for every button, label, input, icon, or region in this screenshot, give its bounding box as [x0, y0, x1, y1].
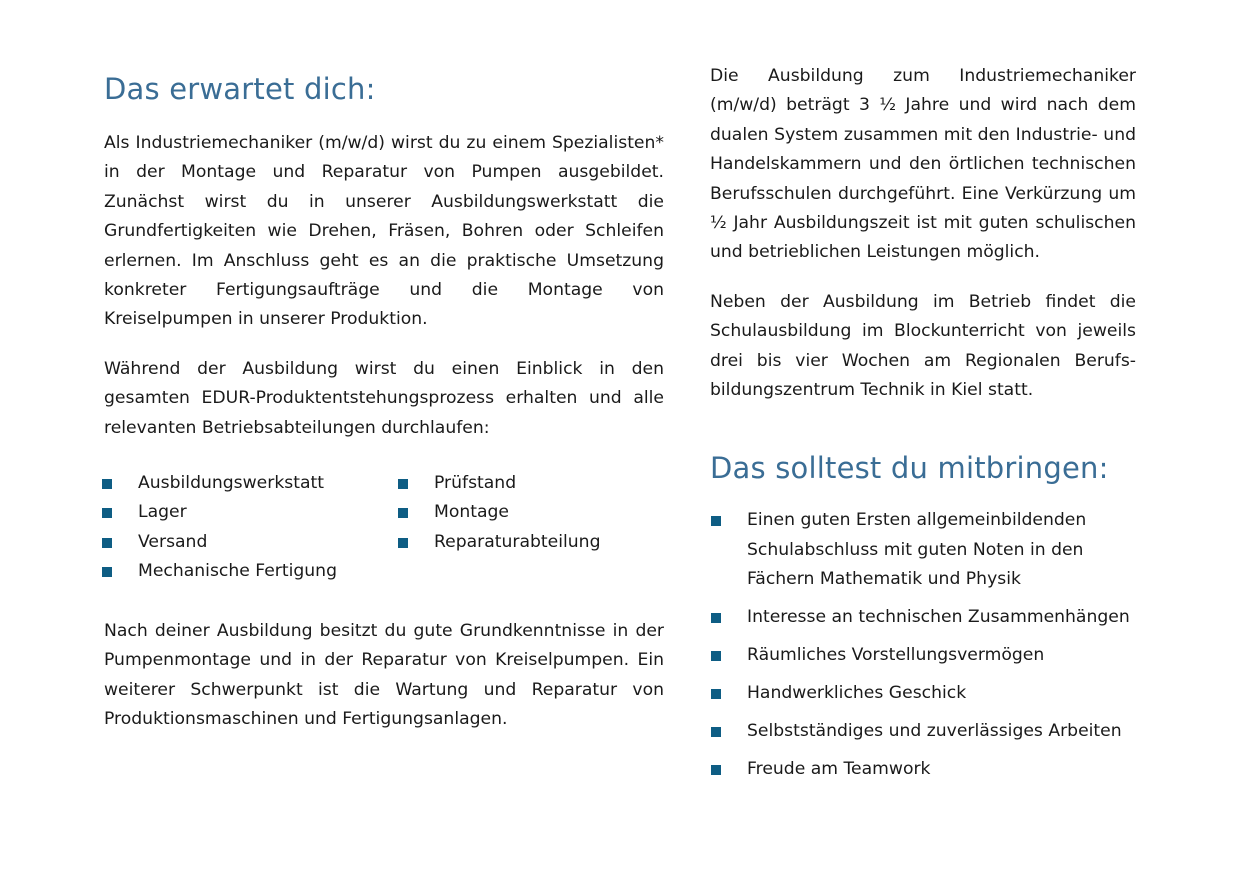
school-paragraph: Neben der Ausbildung im Betrieb findet die Schulausbildung im Blockunterricht von jeweils drei bis vier Wochen am Regionalen Berufsbildungszentrum Technik in Kiel statt. — [710, 291, 1136, 401]
square-bullet-icon — [398, 538, 408, 548]
list-item-label: Lager — [138, 502, 187, 523]
departments-list-col1 — [104, 469, 400, 587]
list-item-label: Freude am Teamwork — [747, 759, 931, 780]
list-item — [710, 717, 1136, 746]
list-item — [710, 641, 1136, 670]
after-training-paragraph: Nach deiner Ausbildung besitzt du gute Grundkenntnisse in der Pumpenmontage und in der Reparatur von Kreiselpumpen. Ein weiterer Schwerpunkt ist die Wartung und Reparatur von Produktionsmaschinen und Fertigungsanlagen. — [104, 620, 664, 729]
square-bullet-icon — [102, 508, 112, 518]
list-item-label: Handwerkliches Geschick — [747, 683, 967, 704]
list-item — [400, 528, 664, 557]
departments-list-col2 — [400, 469, 664, 587]
square-bullet-icon — [711, 651, 721, 661]
duration-paragraph: Die Ausbildung zum Industriemechaniker (m/w/d) beträgt 3 ½ Jahre und wird nach dem dualen System zusammen mit den Industrie- und Handelskammern und den örtlichen technischen Berufsschulen durchgeführt. Eine Verkürzung um ½ Jahr Ausbildungszeit ist mit guten schulischen und betrieblichen Leistungen möglich. — [710, 66, 1136, 263]
square-bullet-icon — [711, 689, 721, 699]
square-bullet-icon — [711, 613, 721, 623]
list-item — [104, 498, 400, 527]
heading-expectations: Das erwartet dich: — [104, 72, 376, 106]
list-item-label: Mechanische Fertigung — [138, 561, 337, 582]
square-bullet-icon — [102, 567, 112, 577]
list-item — [710, 755, 1136, 784]
square-bullet-icon — [102, 538, 112, 548]
list-item-label: Selbstständiges und zuverlässiges Arbeiten — [747, 721, 1122, 742]
list-item — [400, 469, 664, 498]
requirements-list — [710, 506, 1136, 784]
list-item — [710, 603, 1136, 632]
list-item-label: Reparaturabteilung — [434, 531, 601, 552]
square-bullet-icon — [398, 508, 408, 518]
square-bullet-icon — [711, 727, 721, 737]
departments-list — [104, 469, 664, 587]
heading-requirements: Das solltest du mitbringen: — [710, 451, 1109, 486]
list-item-label: Montage — [434, 502, 509, 523]
list-item-label: Interesse an technischen Zusammenhängen — [747, 607, 1130, 628]
list-item-label: Räumliches Vorstellungsvermögen — [747, 645, 1045, 666]
list-item-label: Versand — [138, 531, 208, 552]
intro-paragraph: Als Industriemechaniker (m/w/d) wirst du zu einem Spezialisten* in der Montage und Reparatur von Pumpen ausgebildet. Zunächst wirst du in unserer Ausbildungswerkstatt die Grundfertigkeiten wie Drehen, Fräsen, Bohren oder Schleifen erlernen. Im Anschluss geht es an die praktische Umsetzung konkreter Fertigungsaufträge und die Montage von Kreiselpumpen in unserer Produktion. — [104, 133, 664, 330]
list-item — [710, 506, 1136, 594]
square-bullet-icon — [398, 479, 408, 489]
list-item — [104, 528, 400, 557]
list-item-label: Einen guten Ersten allgemeinbildenden Schulabschluss mit guten Noten in den Fächern Mathematik und Physik — [747, 510, 1087, 590]
list-item — [710, 679, 1136, 708]
right-column — [710, 62, 1136, 793]
list-item — [104, 469, 400, 498]
list-item-label: Ausbildungswerkstatt — [138, 473, 324, 494]
departments-intro-paragraph: Während der Ausbildung wirst du einen Einblick in den gesamten EDUR-Produktentstehungsprozess erhalten und alle relevanten Betriebsabteilungen durchlaufen: — [104, 358, 664, 438]
square-bullet-icon — [711, 516, 721, 526]
square-bullet-icon — [711, 765, 721, 775]
left-column — [104, 62, 664, 734]
list-item — [104, 557, 400, 586]
list-item — [400, 498, 664, 527]
list-item-label: Prüfstand — [434, 473, 517, 494]
square-bullet-icon — [102, 479, 112, 489]
